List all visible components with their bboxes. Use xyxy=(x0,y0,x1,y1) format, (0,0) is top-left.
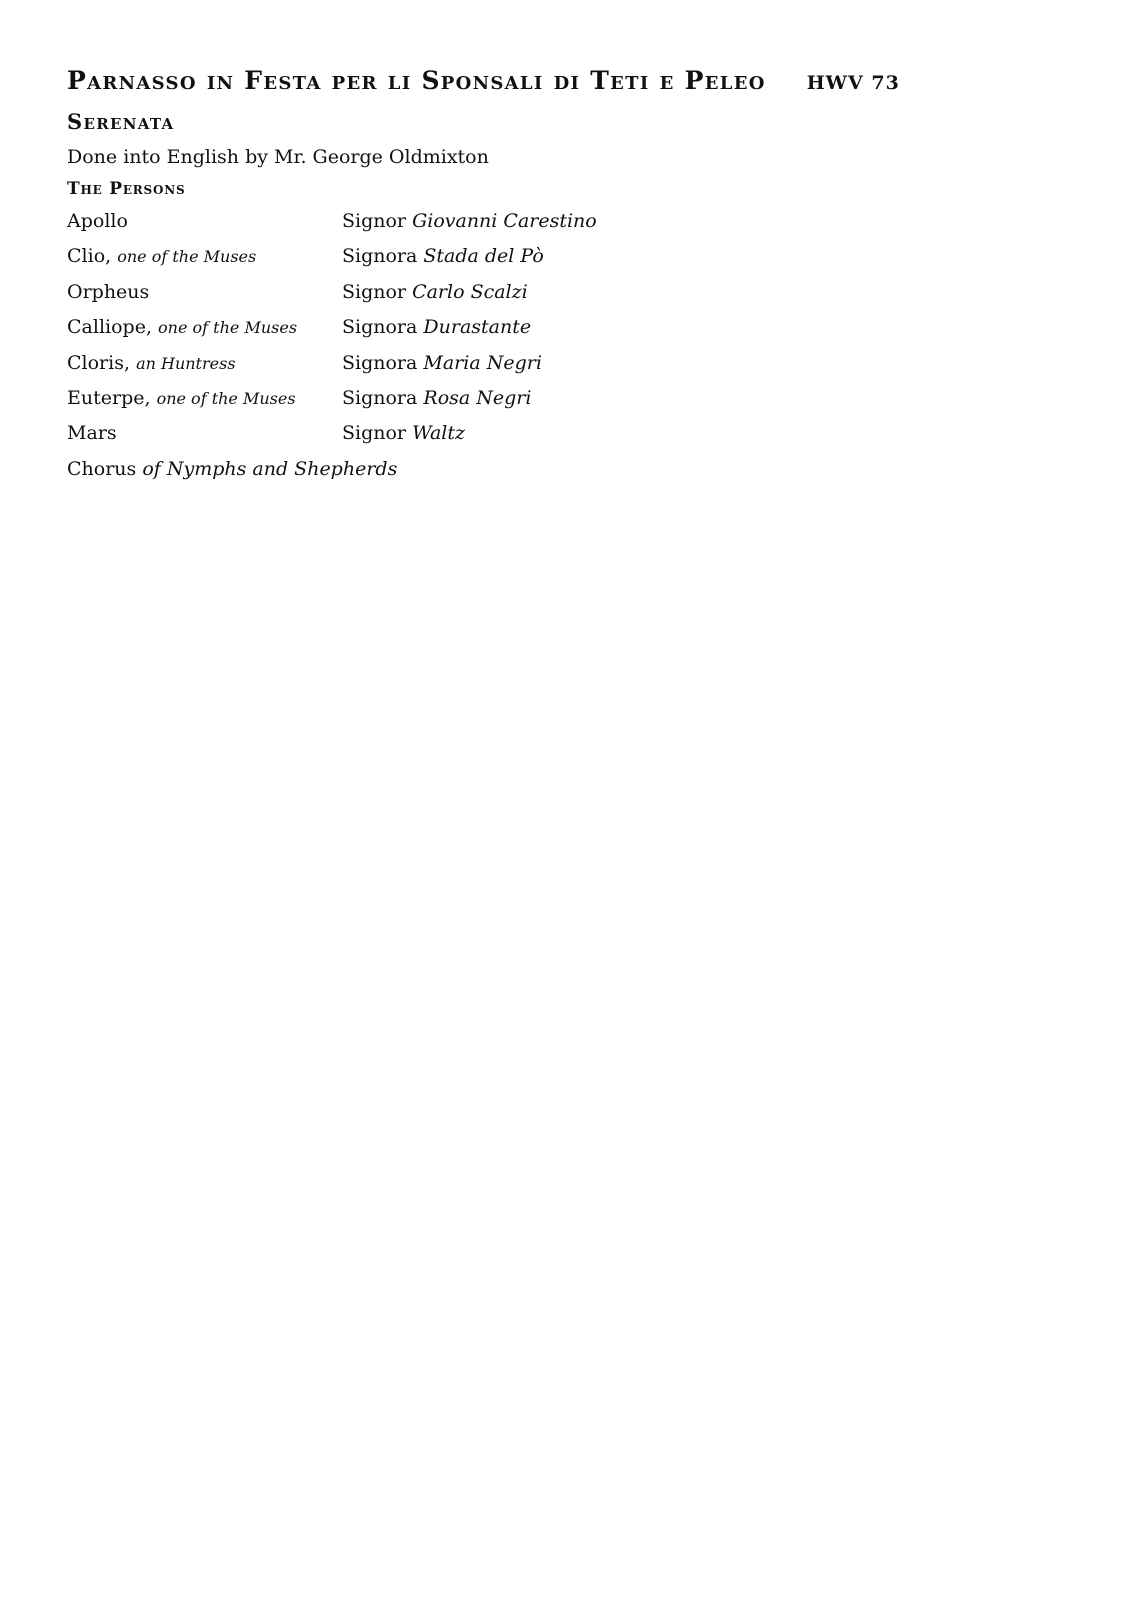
document-subtitle: Serenata xyxy=(67,109,175,134)
role-description: one of the Muses xyxy=(158,318,298,338)
singer-title: Signor xyxy=(342,422,407,445)
role-cell xyxy=(67,422,342,444)
singer-name: Carlo Scalzi xyxy=(412,280,528,303)
role-name: Clio, xyxy=(67,245,112,268)
singer-cell xyxy=(342,245,544,267)
singer-name: Rosa Negri xyxy=(423,386,532,409)
role-description: one of the Muses xyxy=(156,388,296,408)
person-row xyxy=(67,352,1067,387)
chorus-row xyxy=(67,458,1067,493)
singer-title: Signora xyxy=(342,351,418,374)
chorus-description: of Nymphs and Shepherds xyxy=(142,457,398,480)
role-cell xyxy=(67,281,342,303)
singer-title: Signor xyxy=(342,210,407,232)
title-row xyxy=(67,66,1067,104)
singer-cell xyxy=(342,387,531,409)
role-name: Calliope, xyxy=(67,316,152,339)
person-row xyxy=(67,281,1067,316)
persons-list xyxy=(67,210,1067,493)
document-title: Parnasso in Festa per li Sponsali di Teti e Peleo xyxy=(67,66,766,95)
role-cell xyxy=(67,352,342,374)
person-row xyxy=(67,210,1067,245)
person-row xyxy=(67,422,1067,457)
person-row xyxy=(67,316,1067,351)
singer-title: Signora xyxy=(342,316,418,339)
role-cell xyxy=(67,210,342,232)
person-row xyxy=(67,387,1067,422)
chorus-label: Chorus xyxy=(67,457,137,480)
singer-cell xyxy=(342,281,528,303)
singer-cell xyxy=(342,422,465,444)
singer-cell xyxy=(342,316,531,338)
document-page xyxy=(67,66,1067,493)
person-row xyxy=(67,245,1067,280)
singer-title: Signora xyxy=(342,386,418,409)
catalog-number: HWV 73 xyxy=(806,72,900,94)
role-name: Cloris, xyxy=(67,351,131,374)
role-description: an Huntress xyxy=(136,353,236,373)
singer-name: Stada del Pò xyxy=(423,245,544,268)
role-name: Orpheus xyxy=(67,280,150,303)
translator-line: Done into English by Mr. George Oldmixton xyxy=(67,146,489,168)
role-cell xyxy=(67,245,342,267)
singer-name: Maria Negri xyxy=(423,351,542,374)
role-name: Euterpe, xyxy=(67,386,151,409)
role-name: Apollo xyxy=(67,210,128,232)
singer-cell xyxy=(342,352,542,374)
singer-name: Waltz xyxy=(412,422,465,445)
singer-title: Signora xyxy=(342,245,418,268)
role-name: Mars xyxy=(67,422,117,445)
singer-cell xyxy=(342,210,597,232)
role-description: one of the Muses xyxy=(117,247,257,267)
role-cell xyxy=(67,316,342,338)
persons-heading: The Persons xyxy=(67,179,186,199)
singer-title: Signor xyxy=(342,280,407,303)
singer-name: Durastante xyxy=(423,316,532,339)
role-cell xyxy=(67,387,342,409)
singer-name: Giovanni Carestino xyxy=(412,210,597,232)
